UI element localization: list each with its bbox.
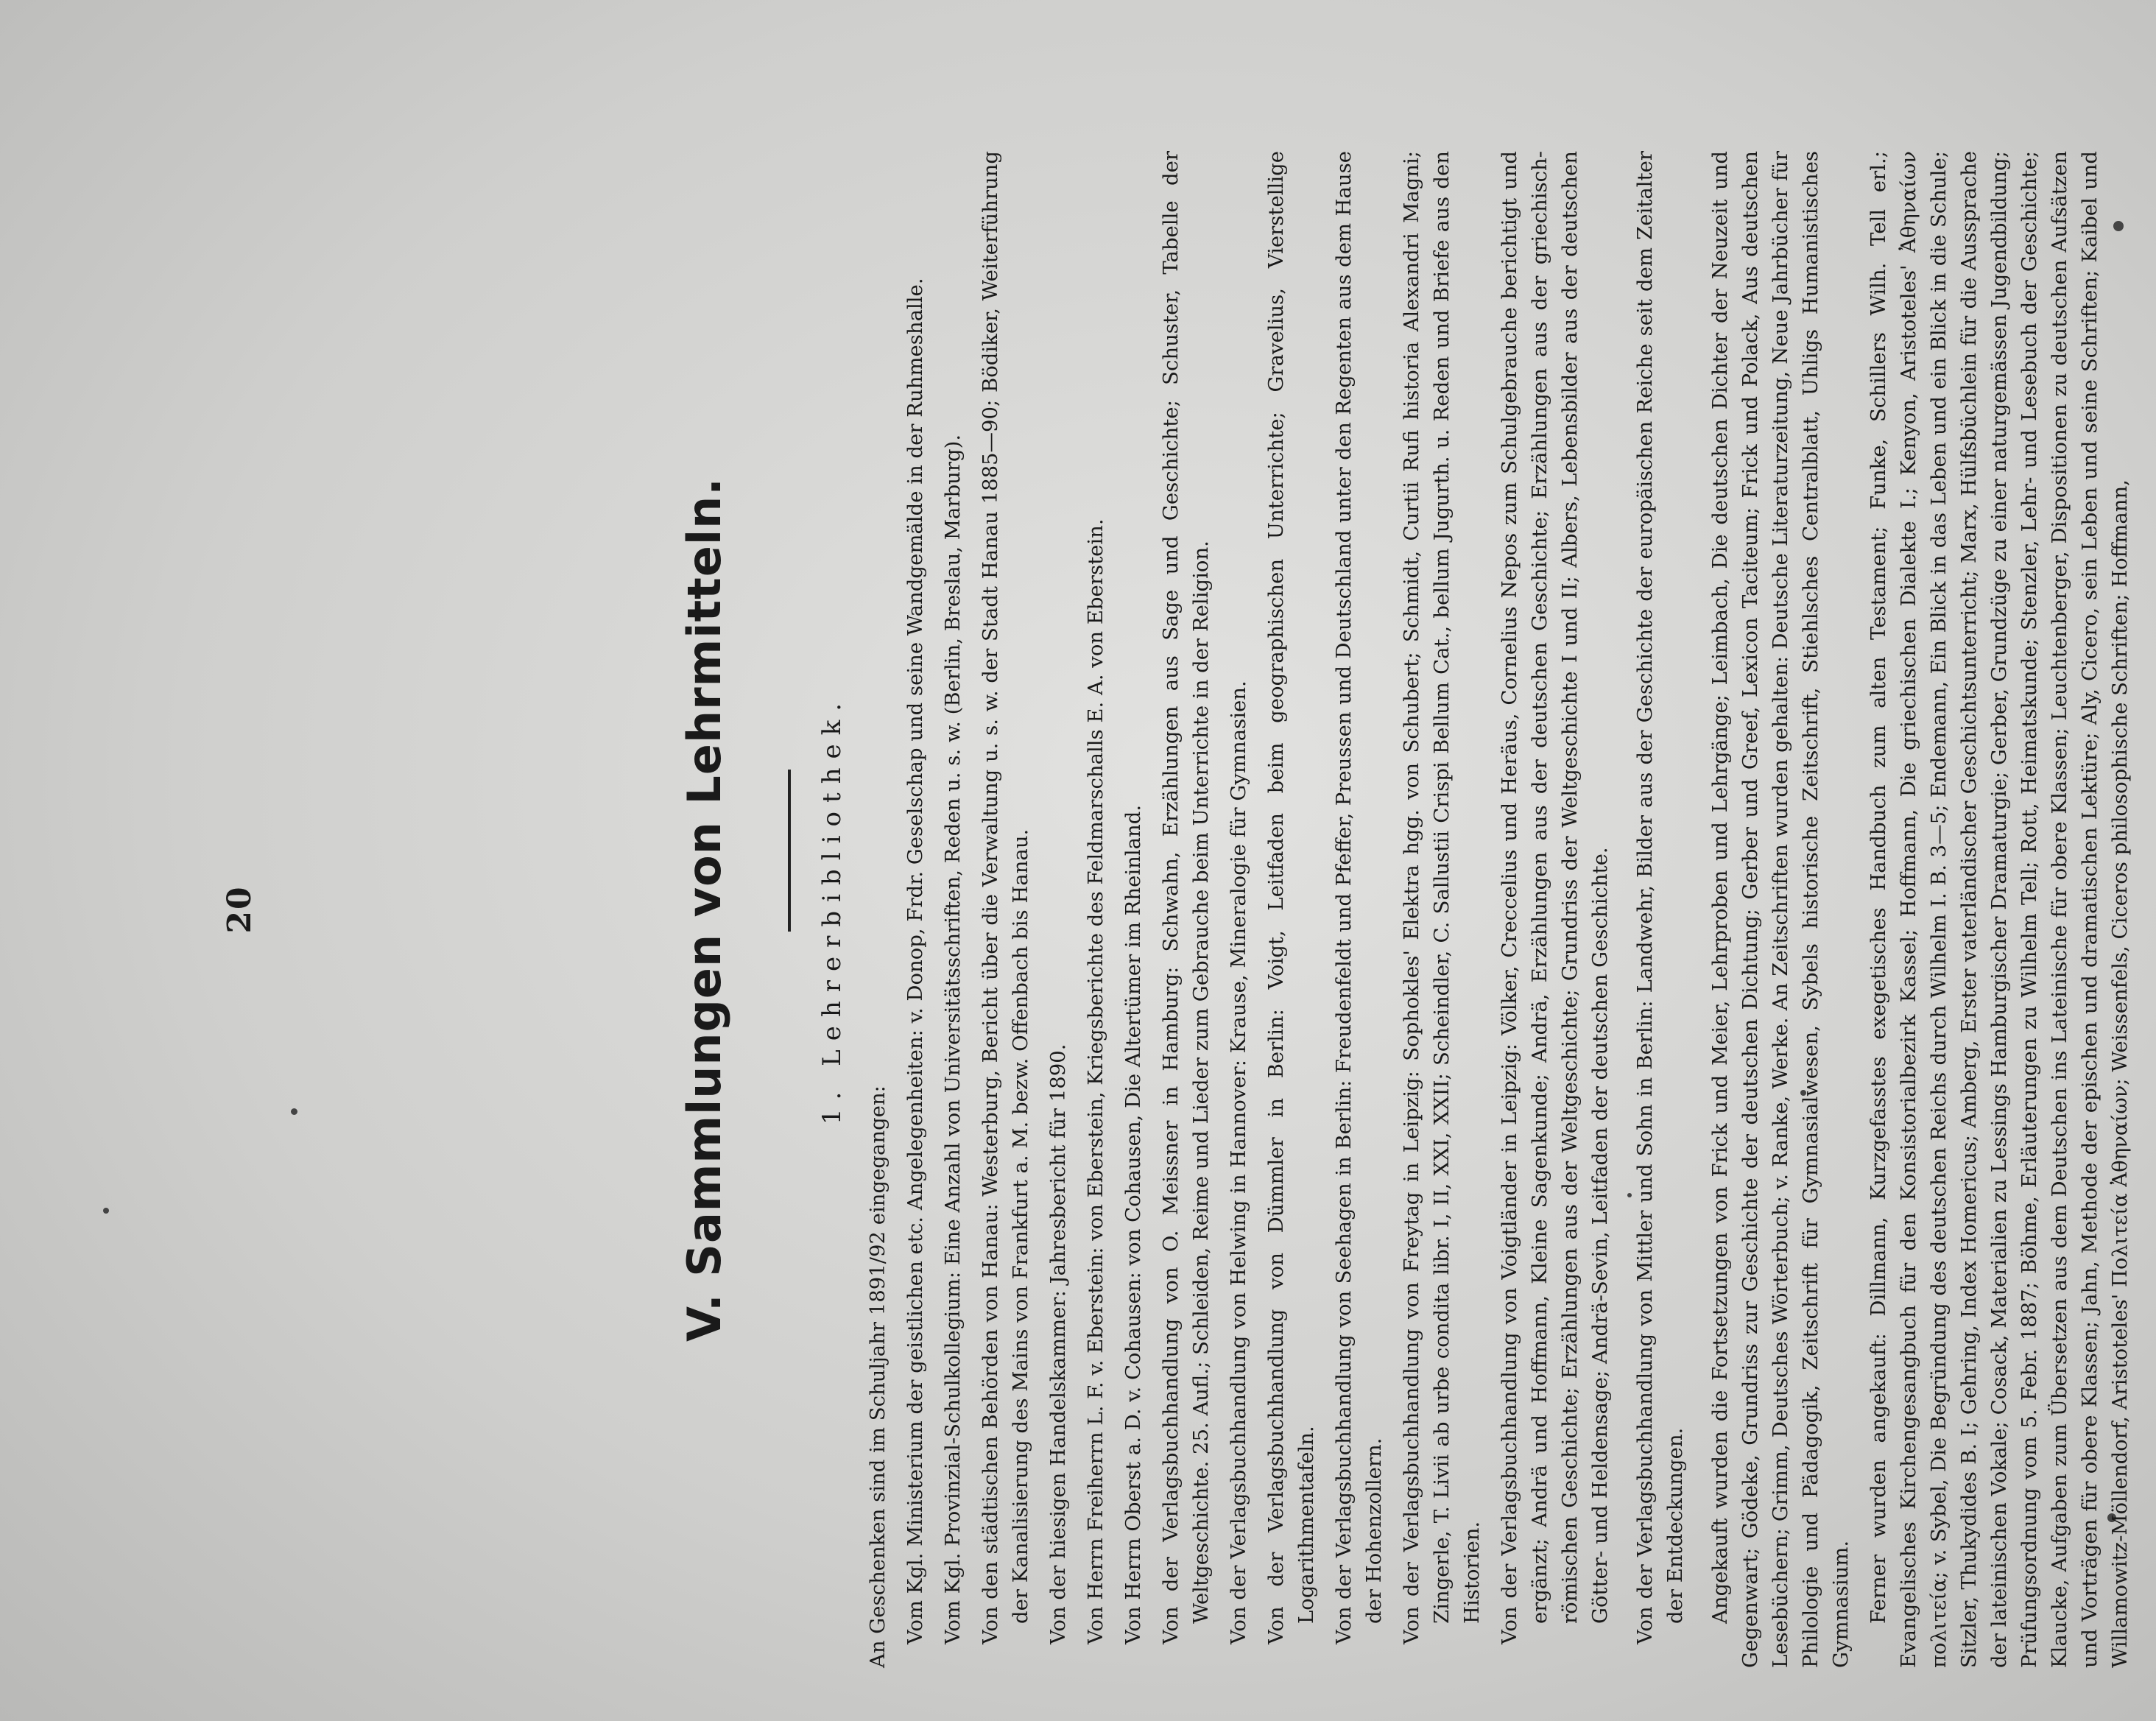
title-rule [788,770,791,932]
paragraph-entry: Von den städtischen Behörden von Hanau: Westerburg, Bericht über die Verwaltung u. s. w. der Stadt Hanau 1885—90; Bödiker, Weiterführung der Kanalisierung des Mains von Frankfurt a. M. bezw. Offenbach bis Hanau. [979,151,1032,1644]
section-title: 1. Lehrerbibliothek. [817,694,847,1125]
page-body [863,151,2143,1668]
paragraph-entry: Von der Verlagsbuchhandlung von O. Meissner in Hamburg: Schwahn, Erzählungen aus Sage und Geschichte; Schuster, Tabelle der Weltgeschichte. 25. Aufl.; Schleiden, Reime und Lieder zum Gebrauche beim Unterrichte in der Religion. [1159,151,1213,1644]
paragraph-entry: Von der Verlagsbuchhandlung von Mittler und Sohn in Berlin: Landwehr, Bilder aus der Geschichte der europäischen Reiche seit dem Zeitalter der Entdeckungen. [1633,151,1687,1644]
paragraph-entry: Von der Verlagsbuchhandlung von Freytag in Leipzig: Sophokles' Elektra hgg. von Schubert; Schmidt, Curtii Rufi historia Alexandri Magni; Zingerle, T. Livii ab urbe condita libr. I, II, XXI, XXII; Scheindler, C. Sallustii Crispi Bellum Cat., bellum Jugurth. u. Reden und Briefe aus den Historien. [1400,151,1484,1644]
paragraph-purchases: Angekauft wurden die Fortsetzungen von Frick und Meier, Lehrproben und Lehrgänge; Leimbach, Die deutschen Dichter der Neuzeit und Gegenwart; Gödeke, Grundriss zur Geschichte der deutschen Dichtung; Gerber und Greef, Lexicon Taciteum; Frick und Polack, Aus deutschen Lesebüchern; Grimm, Deutsches Wörterbuch; v. Ranke, Werke. An Zeitschriften wurden gehalten: Deutsche Literaturzeitung, Neue Jahrbücher für Philologie und Pädagogik, Zeitschrift für Gymnasialwesen, Sybels historische Zeitschrift, Stiehlsches Centralblatt, Uhligs Humanistisches Gymnasium. [1708,151,1853,1668]
paragraph-entry: Von Herrn Oberst a. D. v. Cohausen: von Cohausen, Die Altertümer im Rheinland. [1121,804,1145,1644]
paragraph-purchases-more: Ferner wurden angekauft: Dillmann, Kurzgefasstes exegetisches Handbuch zum alten Testament; Funke, Schillers Wilh. Tell erl.; Evangelisches Kirchengesangbuch für den Konsistorialbezirk Kassel; Hoffmann, Die griechischen Dialekte I.; Kenyon, Aristoteles' Ἀθηναίων πολιτεία; v. Sybel, Die Begründung des deutschen Reichs durch Wilhelm I. B. 3—5; Endemann, Ein Blick in das Leben und ein Blick in die Schule; Sitzler, Thukydides B. I; Gehring, Index Homericus; Amberg, Erster vaterländischer Geschichtsunterricht; Marx, Hülfsbüchlein für die Aussprache der lateinischen Vokale; Cosack, Materialien zu Lessings Hamburgischer Dramaturgie; Gerber, Grundzüge zu einer naturgemässen Jugendbildung; Prüfungsordnung vom 5. Febr. 1887; Böhme, Erläuterungen zu Wilhelm Tell; Rott, Heimatskunde; Stenzler, Lehr- und Lesebuch der Geschichte; Klaucke, Aufgaben zum Übersetzen aus dem Deutschen ins Lateinische für obere Klassen; Leuchtenberger, Dispositionen zu deutschen Aufsätzen und Vorträgen für obere Klassen; Jahn, Methode der epischen und dramatischen Lektüre; Aly, Cicero, sein Leben und seine Schriften; Kaibel und Willamowitz-Möllendorf, Aristoteles' Πολιτεία Ἀθηναίων; Weissenfels, Ciceros philosophische Schriften; Hoffmann, [1867,151,2132,1668]
paragraph-entry: Von der hiesigen Handelskammer: Jahresbericht für 1890. [1046,1043,1070,1644]
chapter-title: V. Sammlungen von Lehrmitteln. [677,477,731,1342]
paragraph-entry: Von der Verlagsbuchhandlung von Helwing in Hannover: Krause, Mineralogie für Gymnasien. [1227,680,1250,1644]
page-number: 20 [221,885,258,934]
paragraph-entry: Von der Verlagsbuchhandlung von Seehagen in Berlin: Freudenfeldt und Pfeffer, Preussen und Deutschland unter den Regenten aus dem Hause der Hohenzollern. [1332,151,1386,1644]
paragraph-entry: Von Herrn Freiherrn L. F. v. Eberstein: von Eberstein, Kriegsberichte des Feldmarschalls E. A. von Eberstein. [1084,518,1107,1644]
paragraph-intro: An Geschenken sind im Schuljahr 1891/92 eingegangen: [866,1085,889,1668]
paper-speck [103,1208,109,1214]
paragraph-entry: Vom Kgl. Ministerium der geistlichen etc. Angelegenheiten: v. Donop, Frdr. Geselschap und seine Wandgemälde in der Ruhmeshalle. [903,278,927,1644]
paragraph-entry: Vom Kgl. Provinzial-Schulkollegium: Eine Anzahl von Universitätsschriften, Reden u. s. w. (Berlin, Breslau, Marburg). [941,434,965,1644]
paragraph-entry: Von der Verlagsbuchhandlung von Voigtländer in Leipzig: Völker, Creccelius und Heräus, Cornelius Nepos zum Schulgebrauche berichtigt und ergänzt; Andrä und Hoffmann, Kleine Sagenkunde; Andrä, Erzählungen aus der deutschen Geschichte; Erzählungen aus der griechisch-römischen Geschichte; Erzählungen aus der Weltgeschichte; Grundriss der Weltgeschichte I und II; Albers, Lebensbilder aus der deutschen Götter- und Heldensage; Andrä-Sevin, Leitfaden der deutschen Geschichte. [1498,151,1612,1644]
paragraph-entry: Von der Verlagsbuchhandlung von Dümmler in Berlin: Voigt, Leitfaden beim geographischen Unterrichte; Gravelius, Vierstellige Logarithmentafeln. [1264,151,1318,1644]
rotated-page [221,151,2132,1668]
